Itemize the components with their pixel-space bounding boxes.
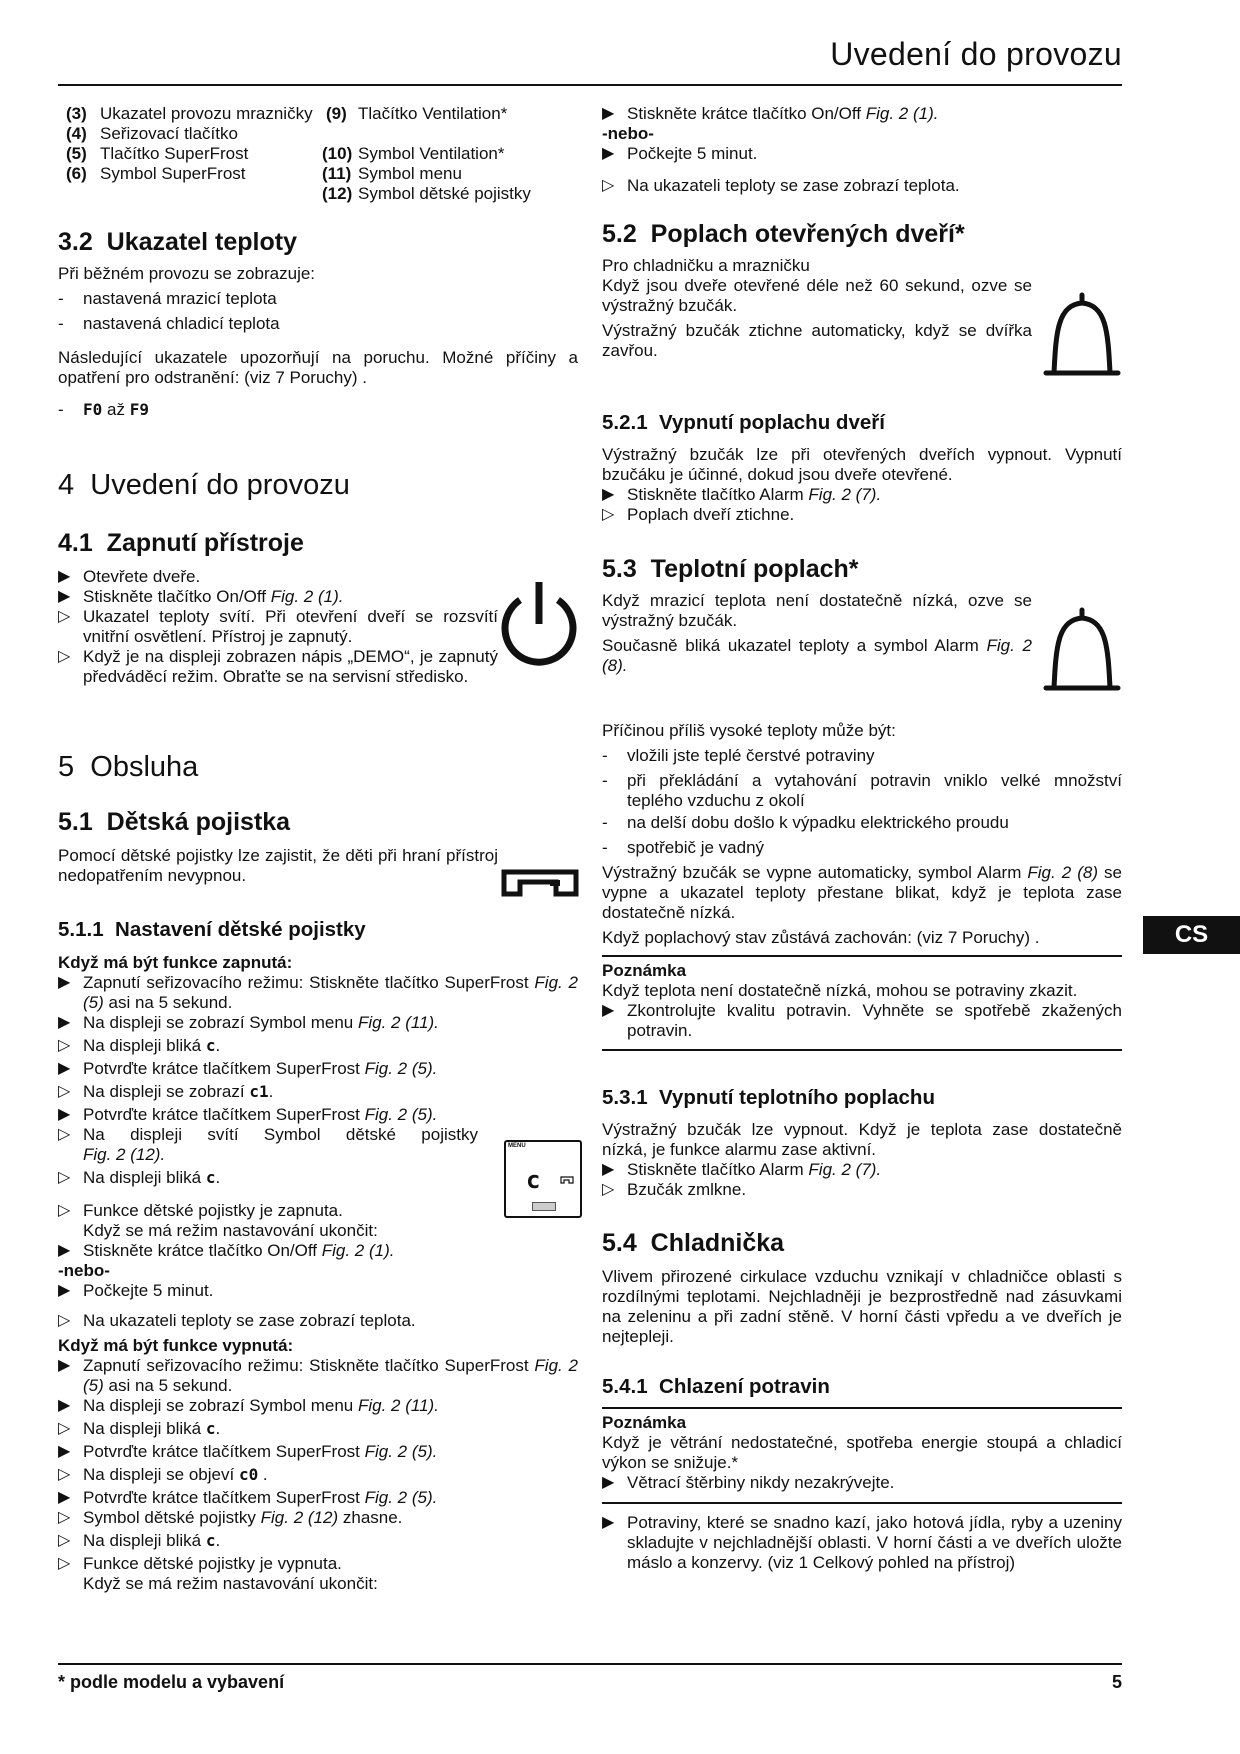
display-bar xyxy=(532,1202,556,1211)
section-heading: 5.2.1 Vypnutí poplachu dveří xyxy=(602,411,885,434)
legend-number: (4) xyxy=(66,124,87,143)
subheading: Když má být funkce vypnutá: xyxy=(58,1336,294,1355)
menu-label: MENU xyxy=(508,1143,526,1149)
note-text: Když je větrání nedostatečné, spotřeba energie stoupá a chladicí výkon se snižuje.* xyxy=(602,1433,1122,1472)
result-step: ▷ Funkce dětské pojistky je zapnuta. Když se má režim nastavování ukončit: xyxy=(58,1201,378,1240)
legend-text: Tlačítko SuperFrost xyxy=(100,144,249,163)
section-heading: 5.2 Poplach otevřených dveří* xyxy=(602,220,965,248)
paragraph: Vlivem přirozené cirkulace vzduchu vznikají v chladničce oblasti s rozdílnými teplotami. Nejchladněji je bezprostředně nad zásuvkami na zeleninu a při zadní stěně. V horní části vpředu a ve dveřích je nejtepleji. xyxy=(602,1267,1122,1346)
paragraph: Současně bliká ukazatel teploty a symbol Alarm Fig. 2 (8). xyxy=(602,636,1032,675)
list-item: - na delší dobu došlo k výpadku elektrického proudu xyxy=(602,813,1009,832)
legend-item xyxy=(66,124,326,144)
list-item: - nastavená mrazicí teplota xyxy=(58,289,277,308)
action-step: ▶ Na displeji se zobrazí Symbol menu Fig. 2 (11). xyxy=(58,1013,439,1032)
action-step: ▶ Počkejte 5 minut. xyxy=(58,1281,214,1300)
result-step: ▷ Když je na displeji zobrazen nápis „DEMO“, je zapnutý předváděcí režim. Obraťte se na servisní středisko. xyxy=(58,647,498,686)
action-step: ▶ Potvrďte krátce tlačítkem SuperFrost Fig. 2 (5). xyxy=(58,1105,438,1124)
paragraph: Výstražný bzučák lze vypnout. Když je teplota zase dostatečně nízká, je funkce alarmu zase aktivní. xyxy=(602,1120,1122,1159)
action-step: ▶ Potvrďte krátce tlačítkem SuperFrost Fig. 2 (5). xyxy=(58,1488,438,1507)
result-step: ▷ Ukazatel teploty svítí. Při otevření dveří se rozsvítí vnitřní osvětlení. Přístroj je zapnutý. xyxy=(58,607,498,646)
section-5-3 xyxy=(602,555,1032,676)
language-tab: CS xyxy=(1143,916,1240,954)
action-step: ▶ Větrací štěrbiny nikdy nezakrývejte. xyxy=(602,1473,895,1492)
result-step: ▷ Symbol dětské pojistky Fig. 2 (12) zhasne. xyxy=(58,1508,403,1527)
result-step: ▷ Na displeji bliká c. xyxy=(58,1168,221,1187)
note-rule xyxy=(602,1502,1122,1504)
legend-text: Symbol menu xyxy=(358,164,462,183)
action-step: ▶ Potraviny, které se snadno kazí, jako hotová jídla, ryby a uzeniny skladujte v nejchladnější oblasti. V horní části a ve dveřích uložte máslo a konzervy. (viz 1 Celkový pohled na přístroj) xyxy=(602,1513,1122,1572)
bell-icon xyxy=(1040,606,1124,700)
result-step: ▷ Na displeji bliká c. xyxy=(58,1531,221,1550)
result-step: ▷ Na ukazateli teploty se zase zobrazí teplota. xyxy=(602,176,960,195)
section-3-2 xyxy=(58,228,578,420)
action-step: ▶ Stiskněte tlačítko On/Off Fig. 2 (1). xyxy=(58,587,344,606)
action-step: ▶ Otevřete dveře. xyxy=(58,567,201,586)
action-step: ▶ Stiskněte tlačítko Alarm Fig. 2 (7). xyxy=(602,485,882,504)
footer-rule xyxy=(58,1663,1122,1665)
power-icon xyxy=(496,578,582,666)
display-illustration xyxy=(504,1140,582,1218)
note-heading: Poznámka xyxy=(602,961,687,980)
footer-note: * podle modelu a vybavení xyxy=(58,1672,285,1692)
legend-item xyxy=(322,184,582,204)
key-icon xyxy=(500,866,580,898)
list-item: - vložili jste teplé čerstvé potraviny xyxy=(602,746,875,765)
legend-left xyxy=(66,104,326,184)
action-step: ▶ Stiskněte krátce tlačítko On/Off Fig. 2 (1). xyxy=(58,1241,395,1260)
paragraph: Následující ukazatele upozorňují na poruchu. Možné příčiny a opatření pro odstranění: (viz 7 Poruchy) . xyxy=(58,348,578,387)
section-5-4 xyxy=(602,1229,1122,1347)
display-digit: c xyxy=(526,1166,541,1194)
note-text: Když teplota není dostatečně nízká, mohou se potraviny zkazit. xyxy=(602,981,1078,1000)
legend-number: (3) xyxy=(66,104,87,123)
action-step: ▶ Na displeji se zobrazí Symbol menu Fig. 2 (11). xyxy=(58,1396,439,1415)
action-step: ▶ Stiskněte tlačítko Alarm Fig. 2 (7). xyxy=(602,1160,882,1179)
section-5-3-causes xyxy=(602,721,1122,1051)
section-5-1-1 xyxy=(58,920,578,1594)
result-step: ▷ Na ukazateli teploty se zase zobrazí teplota. xyxy=(58,1311,416,1330)
legend-number: (11) xyxy=(322,164,352,183)
list-item: - spotřebič je vadný xyxy=(602,838,765,857)
result-step-ref: Fig. 2 (12). xyxy=(83,1145,166,1164)
note-rule xyxy=(602,1407,1122,1409)
legend-text: Symbol dětské pojistky xyxy=(358,184,531,203)
section-heading: 5.1 Dětská pojistka xyxy=(58,808,291,836)
page-number: 5 xyxy=(1111,1672,1122,1692)
action-step: ▶ Potvrďte krátce tlačítkem SuperFrost Fig. 2 (5). xyxy=(58,1442,438,1461)
legend-text: Symbol Ventilation* xyxy=(358,144,505,163)
section-heading: 3.2 Ukazatel teploty xyxy=(58,228,298,256)
paragraph: Výstražný bzučák se vypne automaticky, symbol Alarm Fig. 2 (8) se vypne a ukazatel teploty přestane blikat, když je teplota zase dostatečně nízká. xyxy=(602,863,1122,922)
bell-icon xyxy=(1040,291,1124,385)
legend-number: (10) xyxy=(322,144,353,163)
paragraph: Při běžném provozu se zobrazuje: xyxy=(58,264,316,283)
legend-right xyxy=(322,104,582,204)
legend-item xyxy=(66,164,326,184)
legend-number: (12) xyxy=(322,184,353,203)
paragraph: Pro chladničku a mrazničku xyxy=(602,256,810,275)
right-column-top xyxy=(602,104,1122,196)
section-heading: 5.4 Chladnička xyxy=(602,1229,785,1257)
result-step: ▷ Bzučák zmlkne. xyxy=(602,1180,747,1199)
section-heading: 5.3.1 Vypnutí teplotního poplachu xyxy=(602,1086,935,1109)
legend-number: (9) xyxy=(326,104,347,123)
legend-text: Seřizovací tlačítko xyxy=(100,124,238,143)
legend-item xyxy=(66,104,326,124)
or-separator: -nebo- xyxy=(58,1261,110,1280)
section-5-1 xyxy=(58,808,498,886)
chapter-4-heading: 4 Uvedení do provozu xyxy=(58,469,350,501)
note-rule xyxy=(602,955,1122,957)
legend-text: Symbol SuperFrost xyxy=(100,164,246,183)
section-heading: 5.1.1 Nastavení dětské pojistky xyxy=(58,918,366,941)
result-step: ▷ Na displeji bliká c. xyxy=(58,1419,221,1438)
paragraph: Příčinou příliš vysoké teploty může být: xyxy=(602,721,896,740)
action-step: ▶ Stiskněte krátce tlačítko On/Off Fig. 2 (1). xyxy=(602,104,939,123)
paragraph: Výstražný bzučák ztichne automaticky, když se dvířka zavřou. xyxy=(602,321,1032,360)
legend-number: (5) xyxy=(66,144,87,163)
note-rule xyxy=(602,1049,1122,1051)
header-rule xyxy=(58,84,1122,86)
section-5-4-1 xyxy=(602,1377,1122,1573)
action-step: ▶ Počkejte 5 minut. xyxy=(602,144,758,163)
legend-number: (6) xyxy=(66,164,87,183)
result-step: ▷ Na displeji se zobrazí c1. xyxy=(58,1082,274,1101)
section-5-2 xyxy=(602,220,1032,361)
legend-item xyxy=(322,144,582,164)
list-item: - při překládání a vytahování potravin vniklo velké množství teplého vzduchu z okolí xyxy=(602,771,1122,810)
list-item: - nastavená chladicí teplota xyxy=(58,314,280,333)
section-4-1 xyxy=(58,529,498,687)
note-heading: Poznámka xyxy=(602,1413,687,1432)
legend-text: Tlačítko Ventilation* xyxy=(358,104,508,123)
or-separator: -nebo- xyxy=(602,124,654,143)
result-step: ▷ Na displeji se objeví c0 . xyxy=(58,1465,268,1484)
legend-item xyxy=(322,164,582,184)
legend-item xyxy=(66,144,326,164)
paragraph: Když poplachový stav zůstává zachován: (viz 7 Poruchy) . xyxy=(602,928,1040,947)
result-step: ▷ Na displeji bliká c. xyxy=(58,1036,221,1055)
section-heading: 4.1 Zapnutí přístroje xyxy=(58,529,304,557)
section-heading: 5.3 Teplotní poplach* xyxy=(602,555,859,583)
action-step: ▶ Zapnutí seřizovacího režimu: Stiskněte tlačítko SuperFrost Fig. 2 (5) asi na 5 sekund. xyxy=(58,973,578,1012)
result-step: ▷ Na displeji svítí Symbol dětské pojistky xyxy=(58,1125,478,1144)
subheading: Když má být funkce zapnutá: xyxy=(58,953,293,972)
action-step: ▶ Zkontrolujte kvalitu potravin. Vyhněte se spotřebě zkažených potravin. xyxy=(602,1001,1122,1040)
legend-item xyxy=(322,104,582,144)
key-icon xyxy=(560,1176,574,1184)
paragraph: Když mrazicí teplota není dostatečně nízká, ozve se výstražný bzučák. xyxy=(602,591,1032,630)
paragraph: Pomocí dětské pojistky lze zajistit, že děti při hraní přístroj nedopatřením nevypnou. xyxy=(58,846,498,885)
error-codes: - F0 až F9 xyxy=(58,400,149,419)
page-header-title: Uvedení do provozu xyxy=(830,36,1122,72)
action-step: ▶ Potvrďte krátce tlačítkem SuperFrost Fig. 2 (5). xyxy=(58,1059,438,1078)
result-step: ▷ Funkce dětské pojistky je vypnuta. Když se má režim nastavování ukončit: xyxy=(58,1554,378,1593)
section-5-3-1 xyxy=(602,1088,1122,1200)
section-5-2-1 xyxy=(602,413,1122,525)
paragraph: Výstražný bzučák lze při otevřených dveřích vypnout. Vypnutí bzučáku je účinné, dokud jsou dveře otevřené. xyxy=(602,445,1122,484)
paragraph: Když jsou dveře otevřené déle než 60 sekund, ozve se výstražný bzučák. xyxy=(602,276,1032,315)
result-step: ▷ Poplach dveří ztichne. xyxy=(602,505,795,524)
chapter-5-heading: 5 Obsluha xyxy=(58,751,199,783)
action-step: ▶ Zapnutí seřizovacího režimu: Stiskněte tlačítko SuperFrost Fig. 2 (5) asi na 5 sekund. xyxy=(58,1356,578,1395)
section-heading: 5.4.1 Chlazení potravin xyxy=(602,1375,830,1398)
legend-text: Ukazatel provozu mrazničky xyxy=(100,104,313,123)
